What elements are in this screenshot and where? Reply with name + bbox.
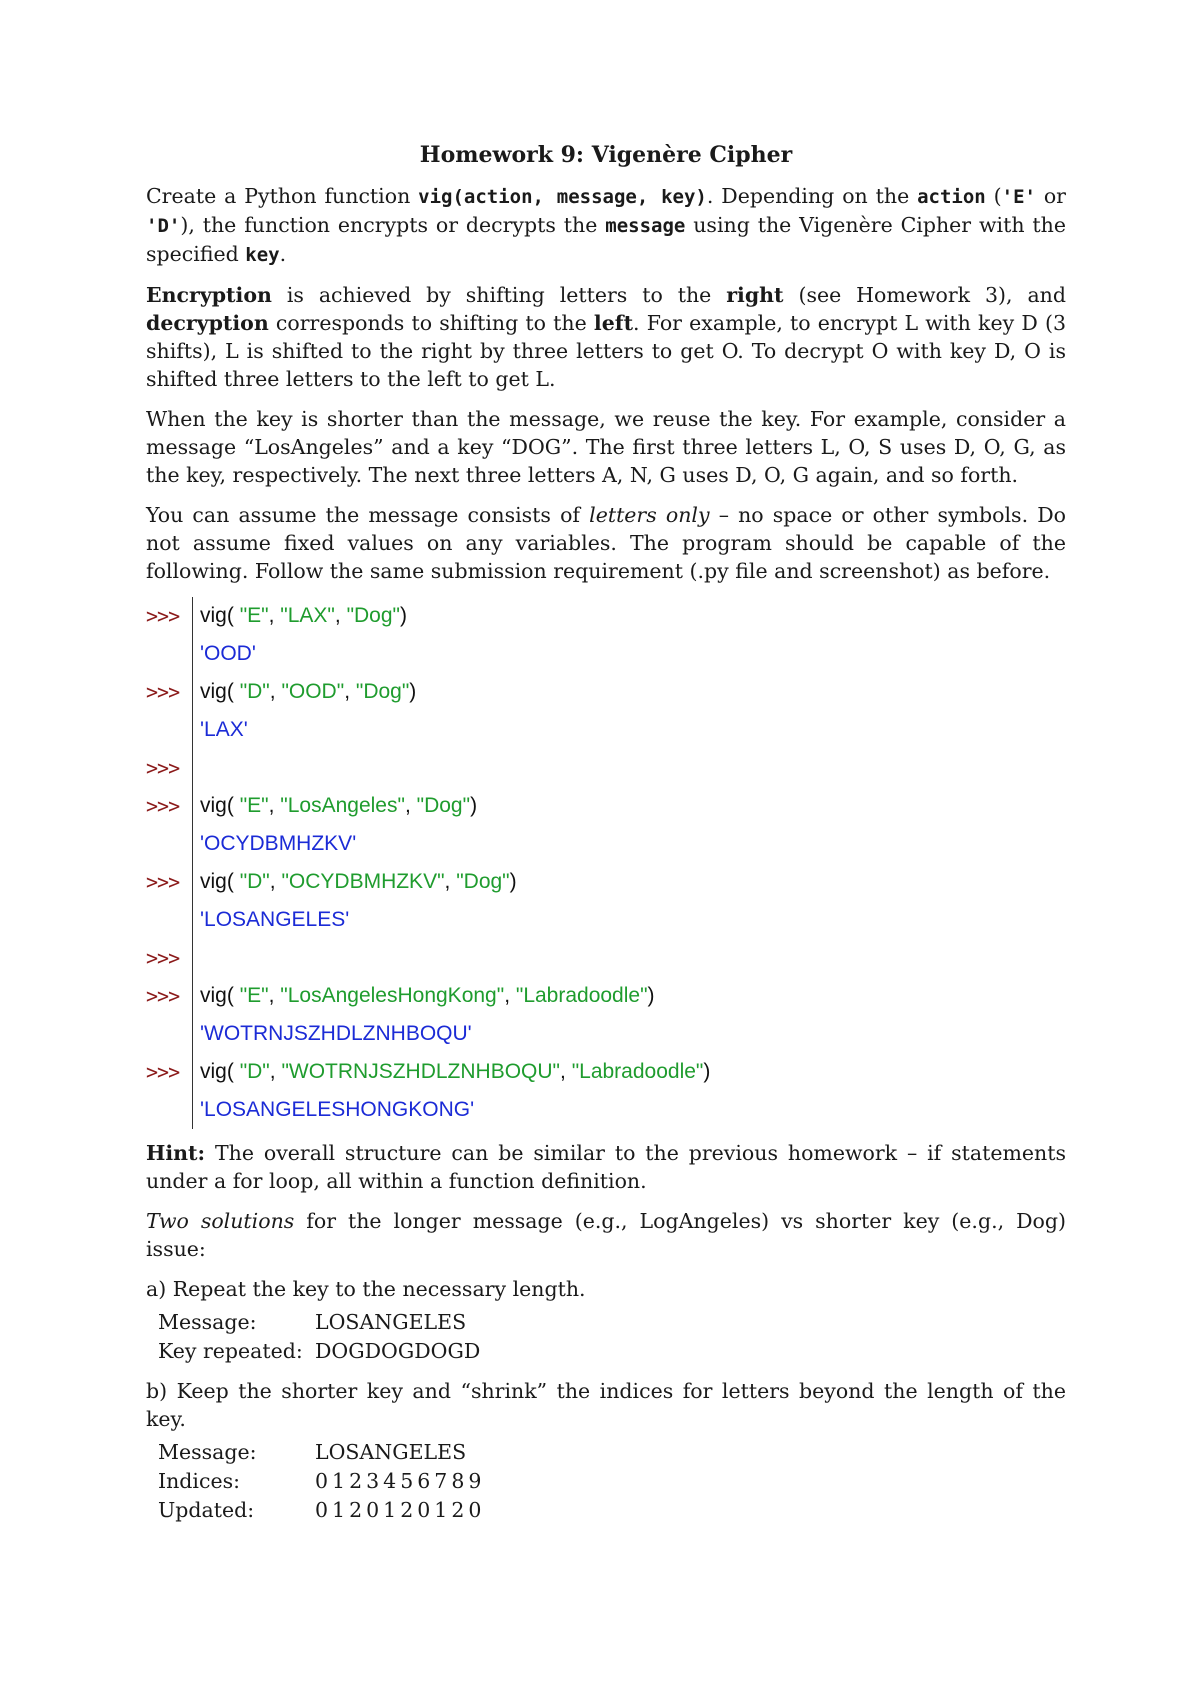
- shell-output-line: 'LAX': [146, 711, 1066, 749]
- table-row: Updated: 0120120120: [158, 1497, 486, 1522]
- solution-b-table: [158, 1437, 1066, 1524]
- encryption-paragraph: Encryption is achieved by shifting letters to the right (see Homework 3), and decryption corresponds to shifting to the left. For example, to encrypt L with key D (3 shifts), L is shifted to the right by three letters to get O. To decrypt O with key D, O is shifted three letters to the left to get L.: [146, 283, 1066, 391]
- shell-input-line: >>> vig( "D", "WOTRNJSZHDLZNHBOQU", "Labradoodle"): [146, 1053, 1066, 1091]
- table-row: Message: LOSANGELES: [158, 1439, 467, 1464]
- shell-input-line: >>> vig( "E", "LosAngelesHongKong", "Labradoodle"): [146, 977, 1066, 1015]
- table-row: Message: LOSANGELES: [158, 1309, 467, 1334]
- shell-prompt: >>>: [146, 604, 180, 628]
- solution-b-heading: b) Keep the shorter key and “shrink” the indices for letters beyond the length of the key.: [146, 1379, 1066, 1431]
- shell-output-line: 'OCYDBMHZKV': [146, 825, 1066, 863]
- homework-page: [146, 140, 1066, 1536]
- shell-input-line: >>> vig( "E", "LosAngeles", "Dog"): [146, 787, 1066, 825]
- two-solutions-paragraph: Two solutions for the longer message (e.g., LogAngeles) vs shorter key (e.g., Dog) issue:: [146, 1209, 1066, 1261]
- assumptions-paragraph: You can assume the message consists of letters only – no space or other symbols. Do not assume fixed values on any variables. The program should be capable of the following. Follow the same submission requirement (.py file and screenshot) as before.: [146, 503, 1067, 583]
- hint-paragraph: Hint: The overall structure can be similar to the previous homework – if statements under a for loop, all within a function definition.: [146, 1141, 1066, 1193]
- shell-empty-line: >>>: [146, 939, 1066, 977]
- shell-input-line: >>> vig( "D", "OOD", "Dog"): [146, 673, 1066, 711]
- solution-a-heading: a) Repeat the key to the necessary length.: [146, 1277, 586, 1301]
- python-shell-examples: [146, 597, 1066, 1129]
- key-reuse-paragraph: When the key is shorter than the message, we reuse the key. For example, consider a message “LosAngeles” and a key “DOG”. The first three letters L, O, S uses D, O, G, as the key, respectively. The next three letters A, N, G uses D, O, G again, and so forth.: [146, 407, 1066, 487]
- shell-output-line: 'LOSANGELES': [146, 901, 1066, 939]
- shell-output-line: 'LOSANGELESHONGKONG': [146, 1091, 1066, 1129]
- function-signature: vig(action, message, key): [418, 186, 707, 208]
- table-row: Key repeated: DOGDOGDOGD: [158, 1338, 481, 1363]
- page-title: Homework 9: Vigenère Cipher: [419, 142, 793, 168]
- intro-paragraph: Create a Python function vig(action, message, key). Depending on the action ('E' or 'D'), the function encrypts or decrypts the message using the Vigenère Cipher with the specified key.: [146, 184, 1066, 266]
- shell-empty-line: >>>: [146, 749, 1066, 787]
- shell-input-line: >>> vig( "D", "OCYDBMHZKV", "Dog"): [146, 863, 1066, 901]
- shell-output-line: 'OOD': [146, 635, 1066, 673]
- shell-output-line: 'WOTRNJSZHDLZNHBOQU': [146, 1015, 1066, 1053]
- table-row: Indices: 0123456789: [158, 1468, 486, 1493]
- solution-a-table: [158, 1307, 1066, 1365]
- shell-input-line: >>> vig( "E", "LAX", "Dog"): [146, 597, 1066, 635]
